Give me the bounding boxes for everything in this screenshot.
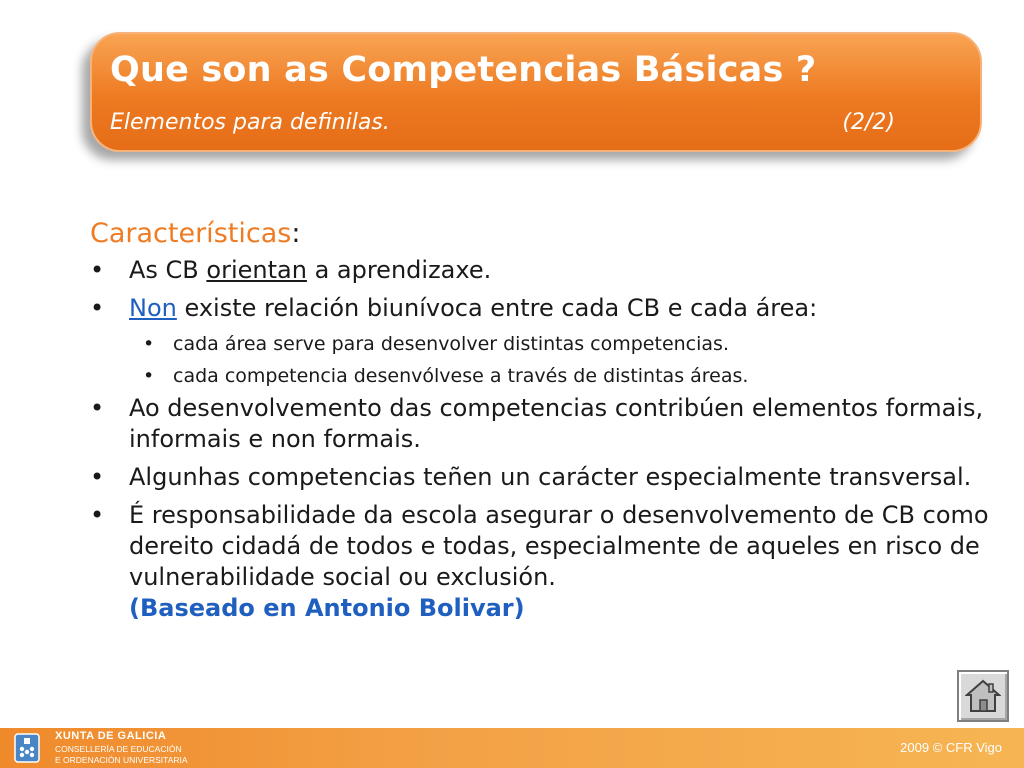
sub-list-item: • cada competencia desenvólvese a través de distintas áreas. <box>90 363 1000 389</box>
list-item: • Algunhas competencias teñen un carácter especialmente transversal. <box>90 462 1000 493</box>
bullet-text: a aprendizaxe. <box>306 256 492 284</box>
bullet-list <box>90 255 1000 624</box>
bullet-text: existe relación biunívoca entre cada CB e cada área: <box>176 294 818 322</box>
heading-text: Características <box>90 218 292 249</box>
underlined-word: orientan <box>206 256 307 284</box>
slide-subtitle: Elementos para definilas. <box>110 110 390 135</box>
copyright: 2009 © CFR Vigo <box>900 740 1002 755</box>
galicia-crest-icon <box>10 731 44 765</box>
list-item: • Ao desenvolvemento das competencias contribúen elementos formais, informais e non formais. <box>90 393 1000 455</box>
org-name: XUNTA DE GALICIA <box>55 730 167 742</box>
section-heading <box>90 218 1000 249</box>
list-item <box>90 500 1000 624</box>
non-link[interactable]: Non <box>129 294 177 322</box>
footer-bar <box>0 728 1024 768</box>
dept-line-1: CONSELLERÍA DE EDUCACIÓN <box>55 744 182 754</box>
bullet-text: É responsabilidade da escola asegurar o desenvolvemento de CB como dereito cidadá de todos e todas, especialmente de aqueles en risco de vulnerabilidade social ou exclusión. <box>129 501 989 591</box>
bullet-text: As CB <box>129 256 207 284</box>
dept-line-2: E ORDENACIÓN UNIVERSITARIA <box>55 755 188 765</box>
slide-title: Que son as Competencias Básicas ? <box>110 50 817 90</box>
list-item <box>90 255 1000 286</box>
title-banner <box>90 32 982 152</box>
slide-content <box>90 218 1000 631</box>
citation: (Baseado en Antonio Bolivar) <box>129 594 525 622</box>
page-indicator: (2/2) <box>842 110 895 135</box>
list-item <box>90 293 1000 324</box>
heading-colon: : <box>291 218 301 249</box>
home-button[interactable] <box>957 670 1009 722</box>
sub-list-item: • cada área serve para desenvolver distintas competencias. <box>90 331 1000 357</box>
home-icon <box>965 678 1001 714</box>
